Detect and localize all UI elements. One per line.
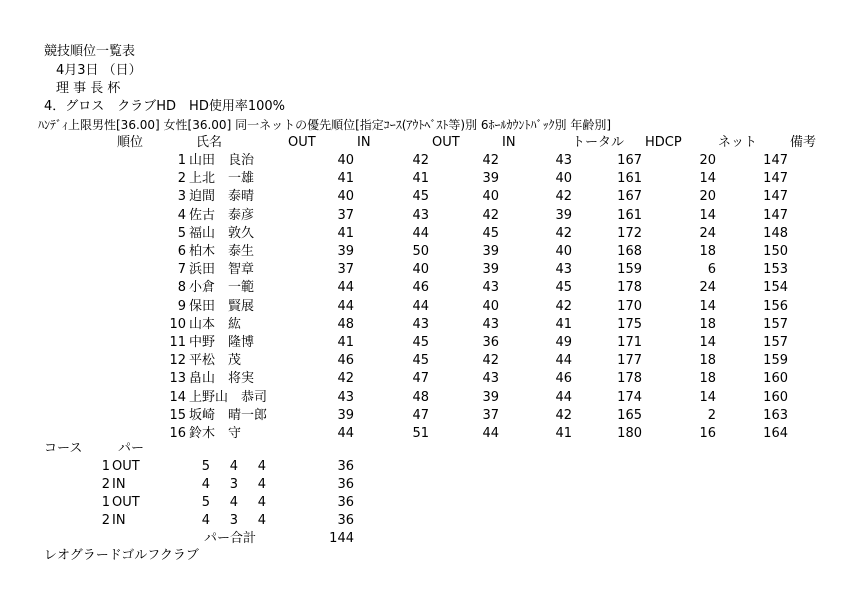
cell-in2: 45 [555,280,572,296]
cell-out1: 48 [337,316,354,332]
cell-rank: 7 [177,262,186,278]
cell-rank: 3 [177,189,186,205]
cell-net: 150 [763,244,788,259]
cell-rank: 15 [169,407,186,423]
cell-name: 浜田 智章 [189,262,255,278]
header-out2: OUT [432,135,460,150]
cell-out2: 40 [482,189,499,205]
cell-total: 180 [617,426,642,441]
cell-out1: 42 [337,371,354,387]
cell-out1: 41 [337,335,354,350]
cell-net: 147 [763,189,788,205]
cell-out1: 44 [337,280,354,296]
par-total-value: 144 [329,531,354,546]
cell-in2: 44 [555,389,572,405]
cell-out2: 43 [482,371,499,387]
document-title: 競技順位一覧表 [44,44,136,59]
cell-hdcp: 18 [699,244,716,259]
cell-in2: 43 [555,262,572,278]
header-in1: IN [357,135,371,150]
cell-in2: 41 [555,426,572,441]
course-no: 2 [101,477,110,492]
cell-total: 170 [617,298,642,314]
cell-hdcp: 18 [699,353,716,369]
cell-hdcp: 2 [707,407,716,423]
cell-name: 平松 茂 [189,353,242,369]
cell-hdcp: 18 [699,316,716,332]
cell-name: 山本 紘 [189,316,242,332]
cell-name: 山田 良治 [189,153,255,168]
header-in2: IN [502,135,516,150]
course-par: 36 [337,495,354,510]
course-hole-b: 4 [229,459,238,474]
cell-out2: 40 [482,298,499,314]
cell-out2: 39 [482,244,499,259]
cell-hdcp: 24 [699,280,716,296]
cell-in1: 48 [412,389,429,405]
cell-hdcp: 14 [699,171,716,187]
cell-net: 147 [763,207,788,223]
cell-rank: 11 [169,335,186,350]
cell-net: 154 [763,280,788,296]
cell-net: 147 [763,171,788,187]
course-no: 1 [101,495,110,510]
course-name: IN [112,477,126,492]
cell-in2: 42 [555,298,572,314]
cell-in2: 42 [555,407,572,423]
cell-total: 178 [617,371,642,387]
cell-hdcp: 20 [699,153,716,168]
cell-rank: 10 [169,316,186,332]
cell-out2: 43 [482,280,499,296]
cell-out1: 40 [337,153,354,168]
cell-total: 161 [617,207,642,223]
cell-out1: 37 [337,262,354,278]
cell-in1: 44 [412,225,429,241]
course-no: 1 [101,459,110,474]
cell-rank: 6 [177,244,186,259]
course-hole-c: 4 [257,477,266,492]
cell-in1: 43 [412,207,429,223]
cell-out1: 46 [337,353,354,369]
club-name: レオグラードゴルフクラブ [44,548,199,563]
cell-net: 157 [763,316,788,332]
cell-hdcp: 6 [707,262,716,278]
cell-in1: 51 [412,426,429,441]
cell-total: 165 [617,407,642,423]
event-date: 4月3日 （日） [56,63,142,78]
cell-in1: 45 [412,335,429,350]
cell-in1: 47 [412,371,429,387]
cell-net: 159 [763,353,788,369]
cell-rank: 8 [177,280,186,296]
cell-in1: 41 [412,171,429,187]
cell-in2: 40 [555,244,572,259]
cell-total: 167 [617,153,642,168]
cell-hdcp: 20 [699,189,716,205]
course-hole-c: 4 [257,459,266,474]
cell-net: 160 [763,389,788,405]
cell-in2: 43 [555,153,572,168]
cell-total: 178 [617,280,642,296]
cell-name: 佐古 泰彦 [189,207,255,223]
cell-in1: 45 [412,189,429,205]
cell-net: 153 [763,262,788,278]
cell-in2: 41 [555,316,572,332]
course-par: 36 [337,477,354,492]
cell-in2: 44 [555,353,572,369]
course-name: OUT [112,495,140,510]
cell-out2: 39 [482,389,499,405]
cell-out2: 42 [482,153,499,168]
cell-in1: 43 [412,316,429,332]
cell-rank: 4 [177,207,186,223]
cell-name: 畠山 将実 [189,371,255,387]
cell-out2: 39 [482,171,499,187]
cell-out2: 43 [482,316,499,332]
course-hole-a: 5 [201,459,210,474]
cell-rank: 5 [177,225,186,241]
cell-out1: 44 [337,298,354,314]
cell-in1: 40 [412,262,429,278]
header-rank: 順位 [117,135,144,150]
cell-hdcp: 14 [699,207,716,223]
course-par: 36 [337,513,354,528]
cell-in1: 42 [412,153,429,168]
cell-name: 福山 敦久 [189,225,255,241]
course-hole-b: 4 [229,495,238,510]
cell-hdcp: 18 [699,371,716,387]
cell-hdcp: 24 [699,225,716,241]
cell-net: 147 [763,153,788,168]
cell-rank: 12 [169,353,186,369]
course-no: 2 [101,513,110,528]
cell-out1: 37 [337,207,354,223]
cell-rank: 13 [169,371,186,387]
cell-out1: 39 [337,244,354,259]
cell-total: 174 [617,389,642,405]
cell-total: 172 [617,225,642,241]
cell-rank: 14 [169,389,186,405]
course-name: OUT [112,459,140,474]
cell-hdcp: 14 [699,335,716,350]
header-name: 氏名 [196,135,223,150]
cell-in2: 42 [555,189,572,205]
cell-total: 168 [617,244,642,259]
cell-name: 保田 賢展 [189,298,255,314]
cell-in2: 42 [555,225,572,241]
cell-out1: 39 [337,407,354,423]
cell-out2: 42 [482,207,499,223]
cell-name: 上野山 恭司 [189,389,268,405]
course-hole-c: 4 [257,495,266,510]
cell-in2: 46 [555,371,572,387]
event-name: 理 事 長 杯 [56,81,121,96]
cell-in1: 50 [412,244,429,259]
course-par: 36 [337,459,354,474]
course-hole-a: 4 [201,513,210,528]
category-line: 4．グロス クラブHD HD使用率100% [44,99,286,114]
cell-out1: 41 [337,171,354,187]
cell-out2: 37 [482,407,499,423]
cell-name: 柏木 泰生 [189,244,255,259]
header-note: 備考 [790,135,817,150]
cell-hdcp: 14 [699,298,716,314]
cell-out1: 44 [337,426,354,441]
header-total: トータル [572,135,625,150]
cell-out2: 45 [482,225,499,241]
course-hole-a: 5 [201,495,210,510]
cell-net: 156 [763,298,788,314]
cell-total: 171 [617,335,642,350]
cell-name: 坂崎 晴一郎 [189,407,268,423]
cell-name: 迫間 泰晴 [189,189,255,205]
cell-name: 鈴木 守 [189,426,242,441]
cell-in1: 44 [412,298,429,314]
cell-hdcp: 16 [699,426,716,441]
cell-total: 177 [617,353,642,369]
cell-hdcp: 14 [699,389,716,405]
cell-rank: 1 [177,153,186,168]
cell-name: 中野 隆博 [189,335,255,350]
course-hole-b: 3 [229,513,238,528]
cell-net: 157 [763,335,788,350]
cell-in2: 40 [555,171,572,187]
cell-out2: 39 [482,262,499,278]
cell-total: 167 [617,189,642,205]
handicap-rules: ﾊﾝﾃﾞｨ上限男性[36.00] 女性[36.00] 同一ネットの優先順位[指定ｺｰｽ(ｱｳﾄﾍﾞｽﾄ等)別 6ﾎｰﾙｶｳﾝﾄﾊﾞｯｸ別 年齢別] [38,118,612,132]
par-total-label: パー合計 [204,531,257,546]
cell-net: 163 [763,407,788,423]
cell-in2: 49 [555,335,572,350]
header-net: ネット [718,135,758,150]
header-out1: OUT [288,135,316,150]
cell-out1: 41 [337,225,354,241]
cell-total: 159 [617,262,642,278]
cell-in2: 39 [555,207,572,223]
cell-rank: 9 [177,298,186,314]
header-hdcp: HDCP [645,135,682,150]
cell-total: 161 [617,171,642,187]
cell-out2: 36 [482,335,499,350]
cell-in1: 46 [412,280,429,296]
cell-rank: 2 [177,171,186,187]
course-hole-a: 4 [201,477,210,492]
par-label: パー [118,441,145,456]
cell-net: 148 [763,225,788,241]
cell-net: 164 [763,426,788,441]
cell-in1: 45 [412,353,429,369]
course-hole-b: 3 [229,477,238,492]
cell-out2: 42 [482,353,499,369]
course-name: IN [112,513,126,528]
cell-total: 175 [617,316,642,332]
cell-rank: 16 [169,426,186,441]
cell-name: 上北 一雄 [189,171,255,187]
cell-net: 160 [763,371,788,387]
cell-out1: 40 [337,189,354,205]
cell-name: 小倉 一範 [189,280,255,296]
cell-out2: 44 [482,426,499,441]
cell-in1: 47 [412,407,429,423]
cell-out1: 43 [337,389,354,405]
course-hole-c: 4 [257,513,266,528]
course-label: コース [44,441,83,456]
